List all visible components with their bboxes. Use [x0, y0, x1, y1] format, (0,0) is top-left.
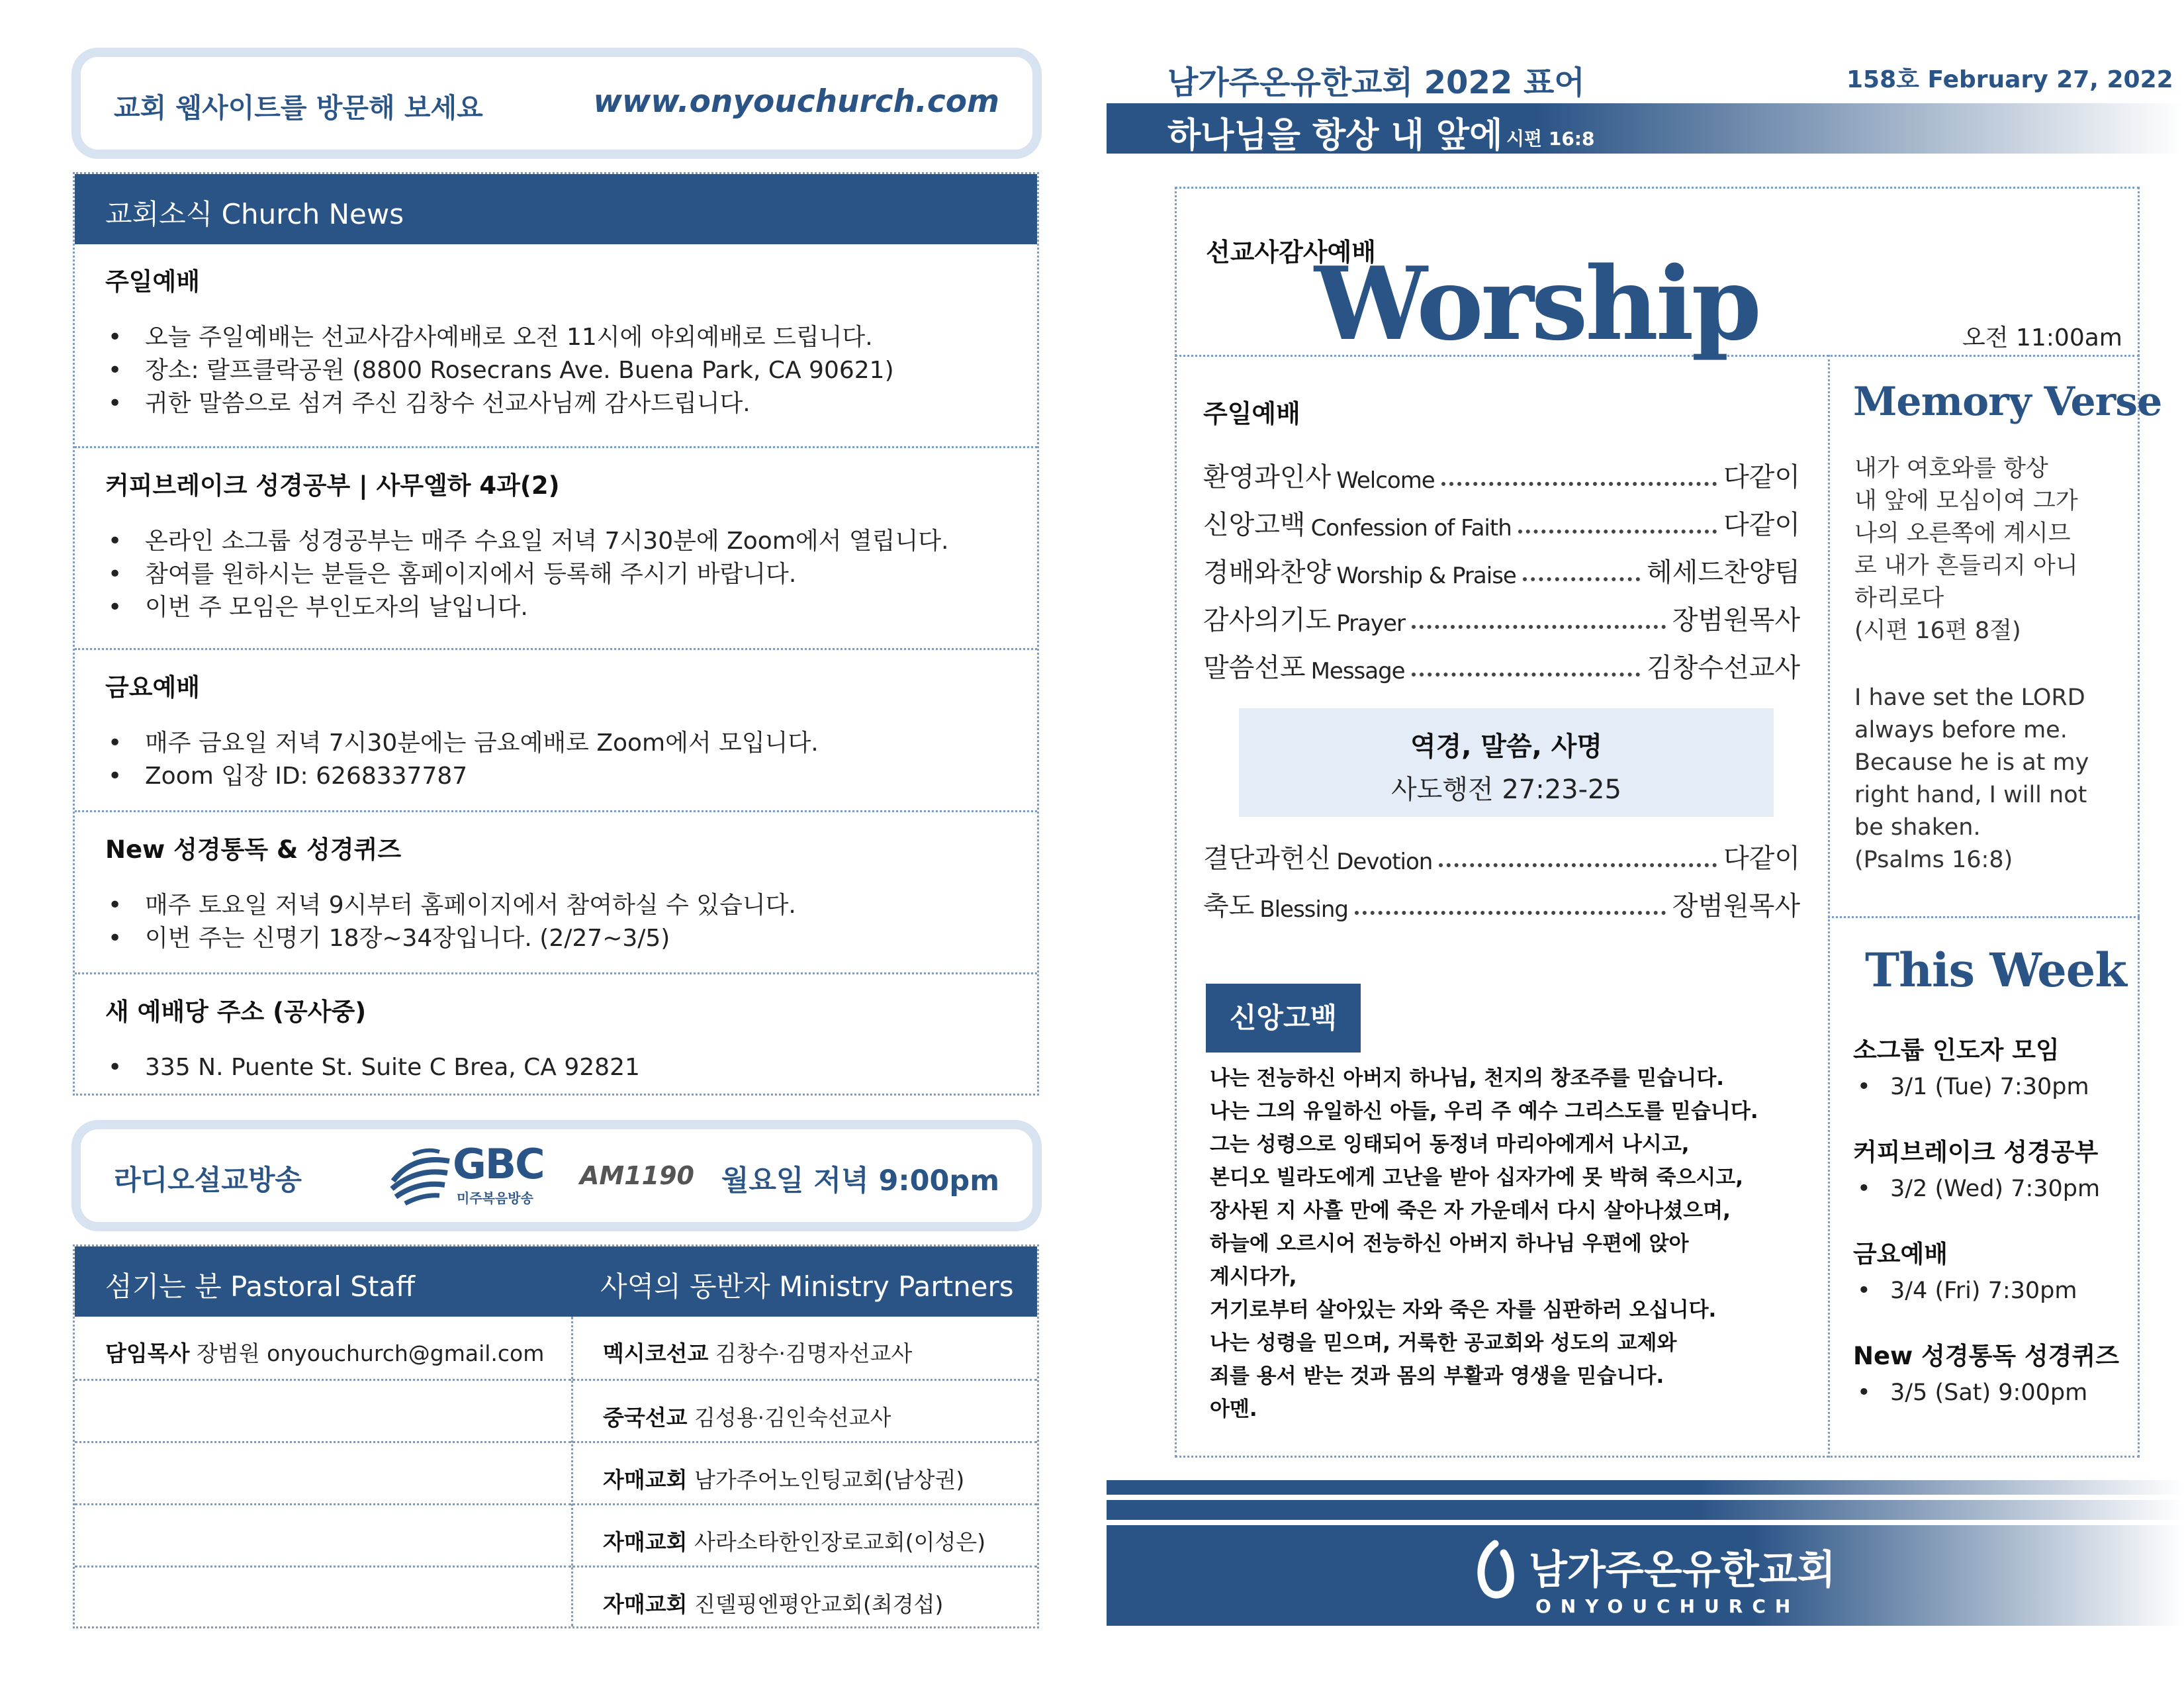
creed-line: 아멘. — [1210, 1397, 1257, 1421]
news-section-title: 주일예배 — [105, 267, 200, 296]
creed-line: 장사된 지 사흘 만에 죽은 자 가운데서 다시 살아나셨으며, — [1210, 1199, 1731, 1223]
staff-panel — [73, 1244, 1039, 1628]
order-who: 김창수선교사 — [1647, 653, 1800, 683]
order-ko: 환영과인사 — [1203, 462, 1332, 492]
sermon-ref: 사도행전 27:23-25 — [1391, 774, 1621, 805]
motto-ref: 시편 16:8 — [1506, 128, 1595, 150]
pastor-role: 담임목사 — [105, 1340, 190, 1366]
order-en: Confession of Faith — [1310, 515, 1512, 541]
news-section-title: New 성경통독 & 성경퀴즈 — [105, 835, 402, 864]
mv-en-line: always before me. — [1854, 717, 2068, 743]
mv-ko-line: 로 내가 흔들리지 아니 — [1854, 553, 2078, 579]
partner-row — [572, 1503, 1037, 1566]
partner-row — [572, 1379, 1037, 1441]
partner-role: 멕시코선교 — [603, 1340, 709, 1366]
worship-subtitle: 선교사감사예배 — [1206, 238, 1376, 267]
globe-icon — [387, 1141, 453, 1207]
order-leader-dots — [1523, 577, 1640, 581]
order-row-message — [1203, 645, 1800, 684]
church-news-header: 교회소식 Church News — [75, 174, 1037, 244]
week-item — [1853, 1336, 2131, 1406]
order-en: Welcome — [1336, 467, 1435, 494]
week-item-time: • 3/5 (Sat) 9:00pm — [1853, 1380, 2131, 1406]
creed-line: 죄를 용서 받는 것과 몸의 부활과 영생을 믿습니다. — [1210, 1364, 1664, 1388]
partners-header: 사역의 동반자 Ministry Partners — [572, 1246, 1037, 1317]
gbc-logo-sub: 미주복음방송 — [457, 1190, 533, 1206]
mv-en-line: be shaken. — [1854, 814, 1981, 841]
order-en: Message — [1310, 658, 1405, 684]
mv-en-line: (Psalms 16:8) — [1854, 847, 2013, 873]
news-item: • 장소: 랄프클락공원 (8800 Rosecrans Ave. Buena Park, CA 90621) — [108, 354, 1037, 387]
order-leader-dots — [1412, 625, 1666, 629]
creed-line: 하늘에 오르시어 전능하신 아버지 하나님 우편에 앉아 — [1210, 1232, 1689, 1256]
this-week-title: This Week — [1865, 943, 2126, 998]
creed-line: 본디오 빌라도에게 고난을 받아 십자가에 못 박혀 죽으시고, — [1210, 1166, 1744, 1190]
news-item: • 이번 주는 신명기 18장~34장입니다. (2/27~3/5) — [108, 922, 1037, 955]
order-row-blessing — [1203, 883, 1800, 923]
news-section-title: 새 예배당 주소 (공사중) — [105, 998, 367, 1026]
week-item-title: 소그룹 인도자 모임 — [1853, 1036, 2060, 1064]
sermon-box — [1239, 708, 1774, 817]
news-section-title: 커피브레이크 성경공부 | 사무엘하 4과(2) — [105, 471, 560, 500]
order-leader-dots — [1412, 673, 1641, 677]
staff-empty-row — [75, 1503, 571, 1566]
week-item-title: 금요예배 — [1853, 1240, 1948, 1268]
week-item-title: New 성경통독 성경퀴즈 — [1853, 1342, 2119, 1370]
news-section-bible-reading — [75, 810, 1037, 972]
mv-ko-line: (시편 16편 8절) — [1854, 618, 2021, 644]
order-row-devotion — [1203, 835, 1800, 875]
creed-text — [1210, 1062, 1758, 1426]
week-item — [1853, 1030, 2131, 1100]
order-who: 장범원목사 — [1672, 605, 1800, 635]
news-section-friday — [75, 648, 1037, 810]
news-item: • 온라인 소그룹 성경공부는 매주 수요일 저녁 7시30분에 Zoom에서 열립니다. — [108, 525, 1037, 558]
order-ko: 감사의기도 — [1203, 605, 1332, 635]
website-link[interactable]: www.onyouchurch.com — [593, 83, 999, 120]
motto-banner — [1107, 103, 2184, 154]
order-leader-dots — [1439, 863, 1717, 867]
staff-header: 섬기는 분 Pastoral Staff — [75, 1246, 572, 1317]
news-item: • 매주 금요일 저녁 7시30분에는 금요예배로 Zoom에서 모입니다. — [108, 727, 1037, 760]
radio-station: AM1190 — [580, 1161, 694, 1190]
pastor-row — [75, 1317, 571, 1379]
website-banner — [71, 48, 1042, 159]
staff-empty-row — [75, 1441, 571, 1503]
partner-name: 김창수·김명자선교사 — [715, 1340, 913, 1366]
order-row-praise — [1203, 549, 1800, 589]
worship-title: Worship — [1314, 244, 1759, 363]
partner-row — [572, 1441, 1037, 1503]
pastor-name: 장범원 onyouchurch@gmail.com — [197, 1340, 545, 1366]
order-leader-dots — [1441, 482, 1717, 486]
creed-line: 나는 그의 유일하신 아들, 우리 주 예수 그리스도를 믿습니다. — [1210, 1100, 1758, 1123]
order-row-prayer — [1203, 597, 1800, 637]
sermon-title: 역경, 말씀, 사명 — [1410, 731, 1603, 762]
news-item: • 335 N. Puente St. Suite C Brea, CA 92821 — [108, 1051, 1037, 1084]
staff-empty-row — [75, 1566, 571, 1626]
order-en: Devotion — [1336, 849, 1433, 875]
partner-name: 진델핑엔평안교회(최경섭) — [694, 1591, 944, 1617]
week-item — [1853, 1132, 2131, 1202]
staff-empty-row — [75, 1379, 571, 1441]
mv-ko-line: 내가 여호와를 항상 — [1854, 455, 2048, 482]
radio-banner — [71, 1120, 1042, 1231]
mv-ko-line: 나의 오른쪽에 계시므 — [1854, 520, 2071, 547]
footer-church-en: ONYOUCHURCH — [1535, 1595, 1800, 1617]
order-leader-dots — [1518, 530, 1717, 534]
partner-name: 김성용·김인숙선교사 — [694, 1405, 891, 1430]
service-label: 주일예배 — [1203, 399, 1300, 428]
radio-time: 월요일 저녁 9:00pm — [721, 1164, 999, 1197]
creed-line: 나는 전능하신 아버지 하나님, 천지의 창조주를 믿습니다. — [1210, 1066, 1725, 1090]
mv-en-line: Because he is at my — [1854, 749, 2089, 776]
issue-date: 158호 February 27, 2022 — [1846, 66, 2173, 93]
mv-ko-line: 하리로다 — [1854, 585, 1944, 612]
creed-line: 계시다가, — [1210, 1265, 1297, 1289]
news-item: • 오늘 주일예배는 선교사감사예배로 오전 11시에 야외예배로 드립니다. — [108, 321, 1037, 354]
news-section-sunday — [75, 244, 1037, 446]
news-section-title: 금요예배 — [105, 673, 200, 702]
this-week-list — [1853, 1030, 2131, 1406]
partner-row — [572, 1317, 1037, 1379]
mv-ko-line: 내 앞에 모심이여 그가 — [1854, 488, 2078, 514]
order-ko: 축도 — [1203, 891, 1255, 921]
church-logo-icon — [1472, 1540, 1518, 1599]
church-news-panel — [73, 172, 1039, 1096]
order-who: 다같이 — [1723, 843, 1800, 874]
footer-stripe-mid — [1107, 1500, 2184, 1520]
order-en: Blessing — [1259, 896, 1348, 923]
footer-church-name: 남가주온유한교회 — [1529, 1547, 1836, 1593]
mv-en-line: right hand, I will not — [1854, 782, 2087, 808]
partner-name: 사라소타한인장로교회(이성은) — [694, 1529, 986, 1555]
order-ko: 결단과헌신 — [1203, 843, 1332, 874]
memory-verse-en — [1854, 682, 2127, 876]
news-item: • 이번 주 모임은 부인도자의 날입니다. — [108, 591, 1037, 624]
order-who: 다같이 — [1723, 510, 1800, 540]
gbc-logo — [387, 1139, 565, 1211]
order-leader-dots — [1355, 911, 1666, 915]
creed-label: 신앙고백 — [1206, 984, 1361, 1053]
order-who: 헤세드찬양팀 — [1647, 557, 1800, 588]
motto-title: 남가주온유한교회 2022 표어 — [1167, 64, 1585, 101]
creed-line: 거기로부터 살아있는 자와 죽은 자를 심판하러 오십니다. — [1210, 1298, 1717, 1322]
radio-label: 라디오설교방송 — [114, 1164, 302, 1196]
partner-row — [572, 1566, 1037, 1626]
order-ko: 말씀선포 — [1203, 653, 1306, 683]
footer-stripe-top — [1107, 1480, 2184, 1495]
website-label: 교회 웹사이트를 방문해 보세요 — [114, 92, 483, 124]
memory-verse-title: Memory Verse — [1853, 379, 2162, 425]
week-item-time: • 3/1 (Tue) 7:30pm — [1853, 1074, 2131, 1100]
creed-line: 그는 성령으로 잉태되어 동정녀 마리아에게서 나시고, — [1210, 1133, 1690, 1156]
week-item-title: 커피브레이크 성경공부 — [1853, 1138, 2099, 1166]
news-item: • 참여를 원하시는 분들은 홈페이지에서 등록해 주시기 바랍니다. — [108, 558, 1037, 591]
memory-verse-ko — [1854, 453, 2127, 647]
partner-role: 자매교회 — [603, 1591, 688, 1617]
news-item: • 귀한 말씀으로 섬겨 주신 김창수 선교사님께 감사드립니다. — [108, 387, 1037, 420]
partner-name: 남가주어노인팅교회(남상권) — [694, 1467, 965, 1493]
motto-text: 하나님을 항상 내 앞에 — [1167, 116, 1503, 156]
news-item: • 매주 토요일 저녁 9시부터 홈페이지에서 참여하실 수 있습니다. — [108, 889, 1037, 922]
order-row-confession — [1203, 502, 1800, 541]
order-row-welcome — [1203, 454, 1800, 494]
footer-banner — [1107, 1525, 2184, 1626]
week-item — [1853, 1234, 2131, 1304]
mv-en-line: I have set the LORD — [1854, 684, 2085, 711]
order-en: Prayer — [1336, 610, 1405, 637]
creed-line: 나는 성령을 믿으며, 거룩한 공교회와 성도의 교제와 — [1210, 1331, 1677, 1355]
week-item-time: • 3/2 (Wed) 7:30pm — [1853, 1176, 2131, 1202]
news-section-coffee-break — [75, 446, 1037, 648]
partner-role: 자매교회 — [603, 1467, 688, 1493]
order-who: 장범원목사 — [1672, 891, 1800, 921]
order-en: Worship & Praise — [1336, 563, 1516, 589]
order-ko: 신앙고백 — [1203, 510, 1306, 540]
partner-role: 중국선교 — [603, 1405, 688, 1430]
news-section-new-building — [75, 972, 1037, 1094]
worship-time: 오전 11:00am — [1962, 324, 2122, 352]
order-who: 다같이 — [1723, 462, 1800, 492]
week-item-time: • 3/4 (Fri) 7:30pm — [1853, 1278, 2131, 1304]
news-item: • Zoom 입장 ID: 6268337787 — [108, 760, 1037, 793]
order-ko: 경배와찬양 — [1203, 557, 1332, 588]
gbc-logo-text: GBC — [453, 1140, 544, 1188]
partner-role: 자매교회 — [603, 1529, 688, 1555]
